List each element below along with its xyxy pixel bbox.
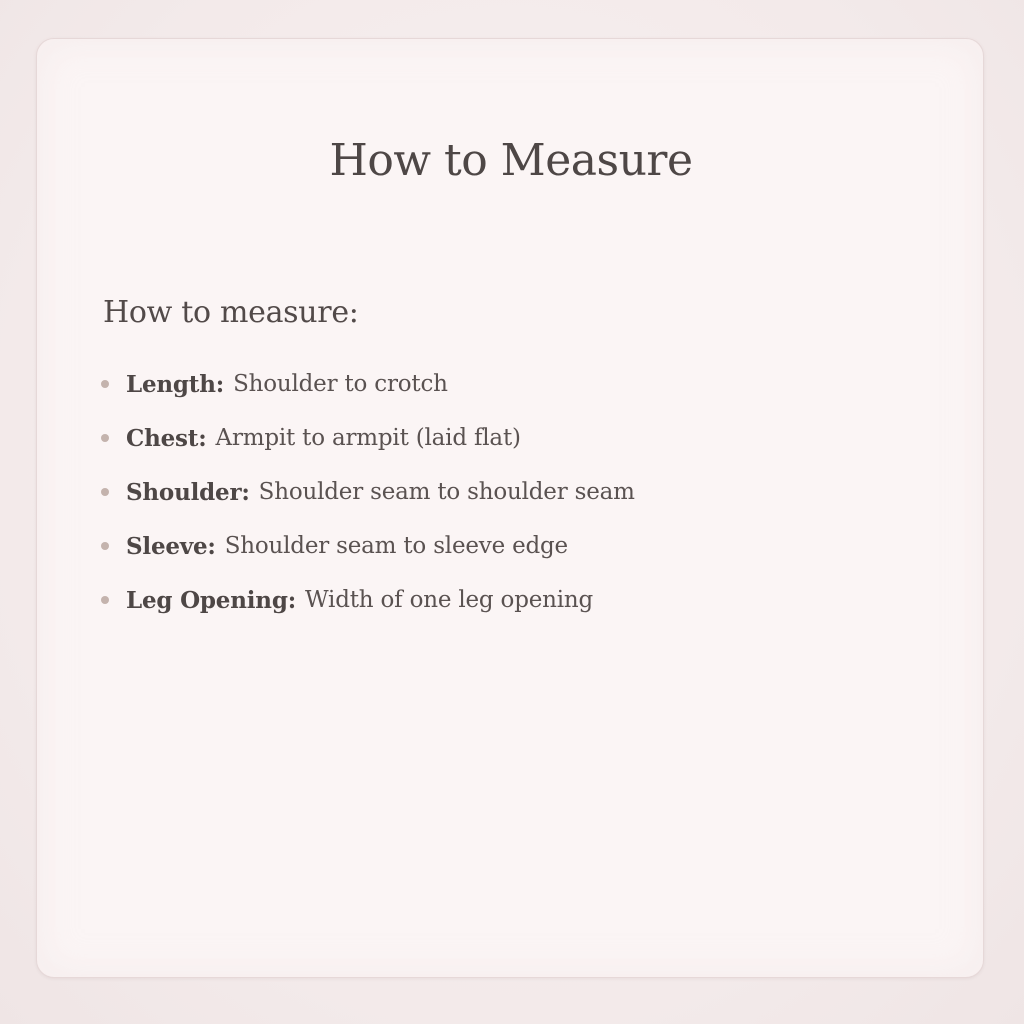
measurement-list — [101, 357, 635, 627]
term-separator: : — [198, 424, 207, 452]
term-separator: : — [241, 478, 250, 506]
list-item-shoulder — [101, 465, 635, 519]
measurement-term: Leg Opening — [126, 586, 288, 614]
list-item-leg-opening — [101, 573, 635, 627]
bullet-icon — [101, 380, 109, 388]
term-separator: : — [215, 370, 225, 398]
page-title: How to Measure — [329, 135, 693, 186]
measurement-term: Chest — [126, 424, 199, 452]
bullet-icon — [101, 488, 109, 496]
bullet-icon — [101, 434, 109, 442]
list-item-sleeve — [101, 519, 635, 573]
term-separator: : — [207, 532, 216, 560]
measurement-term: Sleeve — [126, 532, 208, 560]
measurement-description: Armpit to armpit (laid flat) — [215, 425, 521, 451]
measurement-description: Shoulder seam to shoulder seam — [258, 479, 635, 505]
list-item-length — [101, 357, 635, 411]
section-heading: How to measure: — [103, 295, 359, 330]
bullet-icon — [101, 596, 109, 604]
list-item-chest — [101, 411, 635, 465]
measurement-description: Width of one leg opening — [305, 587, 594, 613]
bullet-icon — [101, 542, 109, 550]
measurement-description: Shoulder seam to sleeve edge — [224, 533, 568, 559]
measure-guide-card — [36, 38, 984, 978]
measurement-description: Shoulder to crotch — [233, 371, 448, 397]
term-separator: : — [287, 586, 297, 614]
measurement-term: Shoulder — [126, 478, 242, 506]
measurement-term: Length — [126, 370, 216, 398]
